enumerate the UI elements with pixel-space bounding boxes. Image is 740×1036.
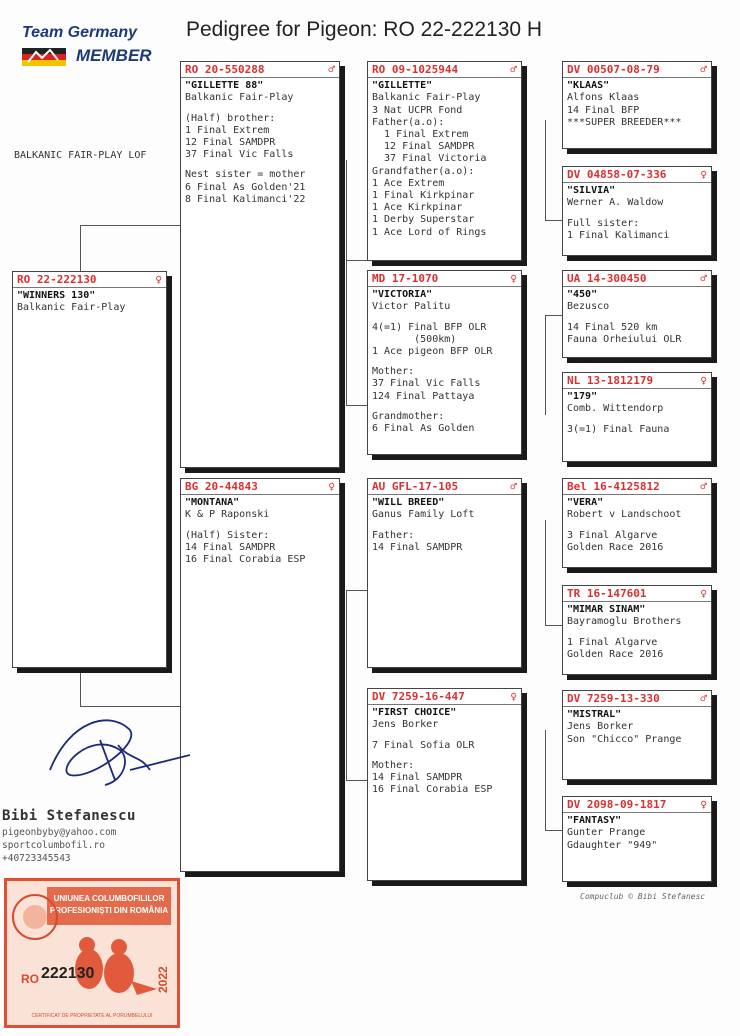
pedigree-box-ds xyxy=(367,478,522,668)
info-line: Grandmother: xyxy=(372,410,445,422)
pedigree-box-dds xyxy=(562,690,712,780)
ring-number: MD 17-1070 xyxy=(372,272,439,285)
owner-name: Bibi Stefanescu xyxy=(2,808,136,824)
connector-line xyxy=(346,590,347,780)
connector-line xyxy=(545,120,546,220)
stamp-country: RO xyxy=(21,972,39,986)
info-line: Jens Borker xyxy=(567,721,634,733)
ring-number: DV 04858-07-336 xyxy=(567,168,667,181)
pigeon-name: "MISTRAL" xyxy=(567,709,622,721)
info-line: Balkanic Fair-Play xyxy=(372,92,481,104)
pedigree-box-sds xyxy=(562,270,712,358)
sex-symbol-icon: ♀ xyxy=(700,374,707,387)
info-line: 8 Final Kalimanci'22 xyxy=(185,193,306,205)
loft-name: BALKANIC FAIR-PLAY LOF xyxy=(14,150,147,161)
spacer xyxy=(567,416,707,424)
info-line: Mother: xyxy=(372,759,415,771)
spacer xyxy=(372,314,517,322)
ring-header xyxy=(368,691,521,705)
ring-number: RO 20-550288 xyxy=(185,63,265,76)
connector-line xyxy=(545,730,546,830)
pigeon-name: "GILLETTE 88" xyxy=(185,80,264,92)
info-line: 1 Final Kirkpinar xyxy=(372,190,475,202)
sex-symbol-icon: ♀ xyxy=(700,168,707,181)
connector-line xyxy=(545,315,563,316)
info-line: 1 Final Algarve xyxy=(567,636,658,648)
info-line: 1 Final Extrem xyxy=(185,124,270,136)
connector-line xyxy=(545,830,563,831)
info-line: 3(=1) Final Fauna xyxy=(567,423,670,435)
spacer xyxy=(372,732,517,740)
info-line: Golden Race 2016 xyxy=(567,541,664,553)
info-line: Balkanic Fair-Play xyxy=(17,302,126,314)
pedigree-box-dd xyxy=(367,688,522,881)
logo-line2: MEMBER xyxy=(76,46,152,65)
team-germany-logo xyxy=(18,24,168,74)
pedigree-box-sdd xyxy=(562,372,712,462)
spacer xyxy=(372,358,517,366)
info-line: 14 Final SAMDPR xyxy=(372,772,463,784)
connector-line xyxy=(545,625,563,626)
info-line: Father(a.o): xyxy=(372,116,445,128)
spacer xyxy=(185,105,335,113)
pigeon-name: "450" xyxy=(567,289,598,301)
info-line: Jens Borker xyxy=(372,719,439,731)
info-line: Werner A. Waldow xyxy=(567,197,664,209)
logo-line1: Team Germany xyxy=(22,24,138,41)
ring-number: AU GFL-17-105 xyxy=(372,480,459,493)
ring-header xyxy=(563,64,711,78)
sex-symbol-icon: ♀ xyxy=(700,798,707,811)
pigeon-name: "MONTANA" xyxy=(185,497,240,509)
info-line: Comb. Wittendorp xyxy=(567,403,664,415)
info-line: Robert v Landschoot xyxy=(567,509,682,521)
german-flag-icon xyxy=(22,48,66,66)
info-line: Son "Chicco" Prange xyxy=(567,733,682,745)
ring-number: DV 00507-08-79 xyxy=(567,63,660,76)
connector-line xyxy=(346,405,368,406)
info-line: Ganus Family Loft xyxy=(372,509,475,521)
ring-header xyxy=(368,273,521,287)
pedigree-box-dam xyxy=(180,478,340,872)
sex-symbol-icon: ♂ xyxy=(510,63,517,76)
stamp-line2: PROFESIONIȘTI DIN ROMÂNIA xyxy=(49,906,169,915)
ring-number: UA 14-300450 xyxy=(567,272,647,285)
pigeon-name: "WILL BREED" xyxy=(372,497,445,509)
info-line: Bezusco xyxy=(567,301,610,313)
sex-symbol-icon: ♀ xyxy=(510,272,517,285)
stamp-line1: UNIUNEA COLUMBOFILILOR xyxy=(53,894,165,903)
ring-number: DV 2098-09-1817 xyxy=(567,798,667,811)
info-line: Gunter Prange xyxy=(567,827,646,839)
info-line: 14 Final 520 km xyxy=(567,321,658,333)
pedigree-box-subject xyxy=(12,271,167,668)
copyright-note: Compuclub © Bibi Stefanesc xyxy=(580,892,706,901)
connector-line xyxy=(346,590,368,591)
sex-symbol-icon: ♀ xyxy=(155,273,162,286)
pigeon-name: "GILLETTE" xyxy=(372,80,433,92)
info-line: Alfons Klaas xyxy=(567,92,640,104)
connector-line xyxy=(80,225,180,226)
ring-header xyxy=(368,481,521,495)
sex-symbol-icon: ♂ xyxy=(700,272,707,285)
spacer xyxy=(567,522,707,530)
owner-email: pigeonbyby@yahoo.com xyxy=(2,827,117,838)
info-line: Nest sister = mother xyxy=(185,169,306,181)
info-line: 124 Final Pattaya xyxy=(372,390,475,402)
ring-number: Bel 16-4125812 xyxy=(567,480,660,493)
ring-number: DV 7259-13-330 xyxy=(567,692,660,705)
info-line: 14 Final BFP xyxy=(567,104,640,116)
owner-phone: +40723345543 xyxy=(2,853,71,864)
stamp-artwork xyxy=(7,881,177,1025)
pigeon-name: "SILVIA" xyxy=(567,185,616,197)
info-line: 12 Final SAMDPR xyxy=(372,141,475,153)
pedigree-box-sire xyxy=(180,61,340,468)
info-line: 1 Derby Superstar xyxy=(372,214,475,226)
sex-symbol-icon: ♂ xyxy=(510,480,517,493)
info-line: Grandfather(a.o): xyxy=(372,165,475,177)
info-line: 7 Final Sofia OLR xyxy=(372,739,475,751)
pedigree-box-ddd xyxy=(562,796,712,882)
ring-header xyxy=(563,799,711,813)
info-line: 37 Final Victoria xyxy=(372,153,487,165)
info-line: 14 Final SAMDPR xyxy=(372,541,463,553)
ring-number: TR 16-147601 xyxy=(567,587,647,600)
stamp-footer: CERTIFICAT DE PROPRIETATE AL PORUMBELULUI xyxy=(31,1013,153,1019)
info-line: 1 Ace Lord of Rings xyxy=(372,226,487,238)
info-line: Full sister: xyxy=(567,217,640,229)
ring-header xyxy=(563,169,711,183)
owner-signature-block xyxy=(0,700,175,864)
info-line: Balkanic Fair-Play xyxy=(185,92,294,104)
connector-line xyxy=(346,260,368,261)
spacer xyxy=(567,629,707,637)
connector-line xyxy=(545,220,563,221)
sex-symbol-icon: ♀ xyxy=(510,690,517,703)
info-line: Victor Palitu xyxy=(372,301,451,313)
info-line: K & P Raponski xyxy=(185,509,270,521)
pigeon-name: "FIRST CHOICE" xyxy=(372,707,457,719)
info-line: 37 Final Vic Falls xyxy=(185,149,294,161)
info-line: 16 Final Corabia ESP xyxy=(185,554,306,566)
sex-symbol-icon: ♂ xyxy=(700,63,707,76)
info-line: Bayramoglu Brothers xyxy=(567,616,682,628)
info-line: 3 Final Algarve xyxy=(567,529,658,541)
info-line: 1 Final Extrem xyxy=(372,129,469,141)
sex-symbol-icon: ♂ xyxy=(700,480,707,493)
handwritten-signature xyxy=(30,700,200,800)
info-line: 1 Ace Kirkpinar xyxy=(372,202,463,214)
connector-line xyxy=(346,780,368,781)
pedigree-box-ssd xyxy=(562,166,712,256)
sex-symbol-icon: ♀ xyxy=(700,587,707,600)
ring-header xyxy=(563,273,711,287)
spacer xyxy=(372,522,517,530)
info-line: 1 Ace pigeon BFP OLR xyxy=(372,346,493,358)
info-line: ***SUPER BREEDER*** xyxy=(567,116,682,128)
owner-website: sportcolumbofil.ro xyxy=(2,840,105,851)
connector-line xyxy=(80,225,81,271)
pedigree-box-ss xyxy=(367,61,522,261)
ring-header xyxy=(563,481,711,495)
info-line: Gdaughter "949" xyxy=(567,839,658,851)
ring-header xyxy=(181,481,339,495)
page-title: Pedigree for Pigeon: RO 22-222130 H xyxy=(186,18,543,41)
info-line: 37 Final Vic Falls xyxy=(372,378,481,390)
info-line: 6 Final As Golden xyxy=(372,423,475,435)
pigeon-name: "179" xyxy=(567,391,598,403)
ownership-stamp xyxy=(4,878,180,1028)
pigeon-name: "MIMAR SINAM" xyxy=(567,604,646,616)
spacer xyxy=(567,314,707,322)
pedigree-box-dsd xyxy=(562,585,712,675)
pigeon-name: "FANTASY" xyxy=(567,815,622,827)
info-line: 3 Nat UCPR Fond xyxy=(372,104,463,116)
info-line: 6 Final As Golden'21 xyxy=(185,181,306,193)
info-line: Mother: xyxy=(372,366,415,378)
pedigree-box-sss xyxy=(562,61,712,149)
pigeon-name: "VERA" xyxy=(567,497,604,509)
ring-header xyxy=(13,274,166,288)
info-line: Golden Race 2016 xyxy=(567,648,664,660)
pedigree-box-dss xyxy=(562,478,712,568)
pigeon-name: "KLAAS" xyxy=(567,80,610,92)
stamp-year: 2022 xyxy=(156,966,170,993)
stamp-number: 222130 xyxy=(41,965,95,982)
info-line: Father: xyxy=(372,529,415,541)
info-line: Fauna Orheiului OLR xyxy=(567,333,682,345)
ring-header xyxy=(563,375,711,389)
spacer xyxy=(185,161,335,169)
ring-header xyxy=(563,693,711,707)
spacer xyxy=(567,210,707,218)
sex-symbol-icon: ♀ xyxy=(328,480,335,493)
info-line: 14 Final SAMDPR xyxy=(185,541,276,553)
sex-symbol-icon: ♂ xyxy=(328,63,335,76)
info-line: (Half) brother: xyxy=(185,112,276,124)
ring-number: BG 20-44843 xyxy=(185,480,258,493)
info-line: 1 Final Kalimanci xyxy=(567,229,670,241)
info-line: 1 Ace Extrem xyxy=(372,177,445,189)
info-line: (500km) xyxy=(372,333,457,345)
spacer xyxy=(372,752,517,760)
spacer xyxy=(185,522,335,530)
ring-header xyxy=(181,64,339,78)
ring-number: RO 09-1025944 xyxy=(372,63,459,76)
ring-header xyxy=(368,64,521,78)
sex-symbol-icon: ♂ xyxy=(700,692,707,705)
ring-number: RO 22-222130 xyxy=(17,273,97,286)
info-line: 12 Final SAMDPR xyxy=(185,137,276,149)
info-line: (Half) Sister: xyxy=(185,529,270,541)
pigeon-name: "WINNERS 130" xyxy=(17,290,96,302)
info-line: 4(=1) Final BFP OLR xyxy=(372,321,487,333)
pedigree-box-sd xyxy=(367,270,522,455)
pigeon-name: "VICTORIA" xyxy=(372,289,433,301)
connector-line xyxy=(545,315,546,415)
info-line: 16 Final Corabia ESP xyxy=(372,784,493,796)
ring-number: NL 13-1812179 xyxy=(567,374,654,387)
ring-header xyxy=(563,588,711,602)
connector-line xyxy=(545,520,546,625)
connector-line xyxy=(346,160,347,405)
spacer xyxy=(372,403,517,411)
ring-number: DV 7259-16-447 xyxy=(372,690,465,703)
